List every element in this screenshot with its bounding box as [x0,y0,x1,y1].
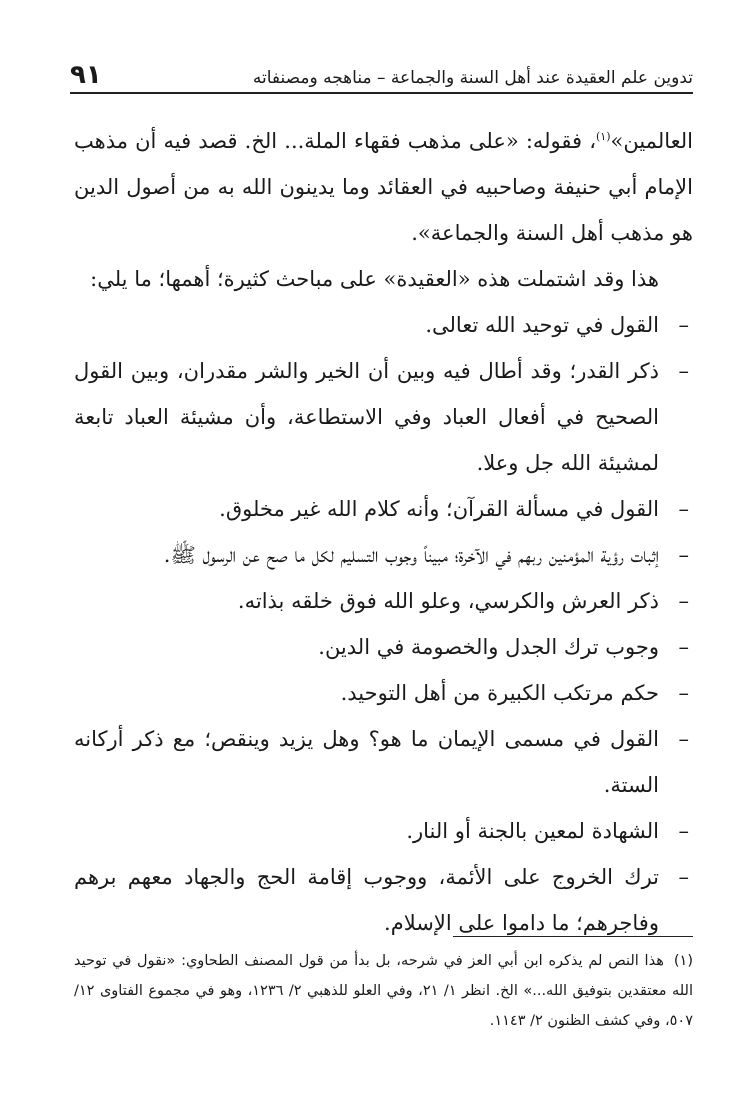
footnote-reference[interactable]: (١) [596,130,611,143]
list-item-text: الشهادة لمعين بالجنة أو النار. [406,819,659,843]
list-item [74,348,693,486]
footnote [74,946,693,1036]
bullet-dash: – [678,497,689,521]
list-item-text: ذكر العرش والكرسي، وعلو الله فوق خلقه بذاته. [237,589,659,613]
list-item [74,486,693,532]
list-item-text: حكم مرتكب الكبيرة من أهل التوحيد. [340,681,659,705]
list-item [74,854,693,946]
main-text [74,118,693,946]
list-item-text: إثبات رؤية المؤمنين ربهم في الآخرة؛ مبيناً وجوب التسليم لكل ما صح عن الرسول ﷺ. [163,543,659,567]
list-item [74,532,693,578]
list-item [74,670,693,716]
intro-text: العالمين» [610,129,693,153]
bullet-dash: – [678,543,689,567]
running-header-title: تدوين علم العقيدة عند أهل السنة والجماعة – مناهجه ومصنفاته [252,68,693,88]
list-item-text: وجوب ترك الجدل والخصومة في الدين. [318,635,659,659]
running-header [70,58,693,94]
footnote-divider [453,936,693,937]
bullet-dash: – [678,681,689,705]
list-item [74,716,693,808]
bullet-dash: – [678,727,689,751]
list-item [74,302,693,348]
list-item [74,578,693,624]
list-item-text: القول في توحيد الله تعالى. [425,313,659,337]
list-item-text: ترك الخروج على الأئمة، ووجوب إقامة الحج والجهاد معهم برهم وفاجرهم؛ ما داموا على الإسلام. [74,865,659,935]
page-number: ٩١ [70,60,102,90]
bullet-dash: – [678,635,689,659]
list-item [74,624,693,670]
list-item-text: ذكر القدر؛ وقد أطال فيه وبين أن الخير والشر مقدران، وبين القول الصحيح في أفعال العباد وفي الاستطاعة، وأن مشيئة العباد تابعة لمشيئة الله جل وعلا. [74,359,659,475]
intro-paragraph [74,118,693,256]
list-item [74,808,693,854]
list-item-text: القول في مسألة القرآن؛ وأنه كلام الله غير مخلوق. [219,497,659,521]
intro-rest: ، فقوله: «على مذهب فقهاء الملة... الخ. قصد فيه أن مذهب الإمام أبي حنيفة وصاحبيه في العقائد وما يدينون الله به من أصول الدين هو مذهب أهل السنة والجماعة». [74,129,693,245]
bullet-dash: – [678,313,689,337]
bullet-dash: – [678,819,689,843]
footnote-number: (١) [673,953,693,969]
lead-paragraph: هذا وقد اشتملت هذه «العقيدة» على مباحث كثيرة؛ أهمها؛ ما يلي: [90,267,659,291]
footnote-text: هذا النص لم يذكره ابن أبي العز في شرحه، بل بدأ من قول المصنف الطحاوي: «نقول في توحيد الله معتقدين بتوفيق الله...» الخ. انظر ١/ ٢١، وفي العلو للذهبي ٢/ ١٢٣٦، وهو في مجموع الفتاوى ١٢/ ٥٠٧، وفي كشف الظنون ٢/ ١١٤٣. [74,953,693,1029]
bullet-dash: – [678,359,689,383]
list-item-text: القول في مسمى الإيمان ما هو؟ وهل يزيد وينقص؛ مع ذكر أركانه الستة. [74,727,659,797]
topics-list [74,302,693,946]
bullet-dash: – [678,865,689,889]
bullet-dash: – [678,589,689,613]
